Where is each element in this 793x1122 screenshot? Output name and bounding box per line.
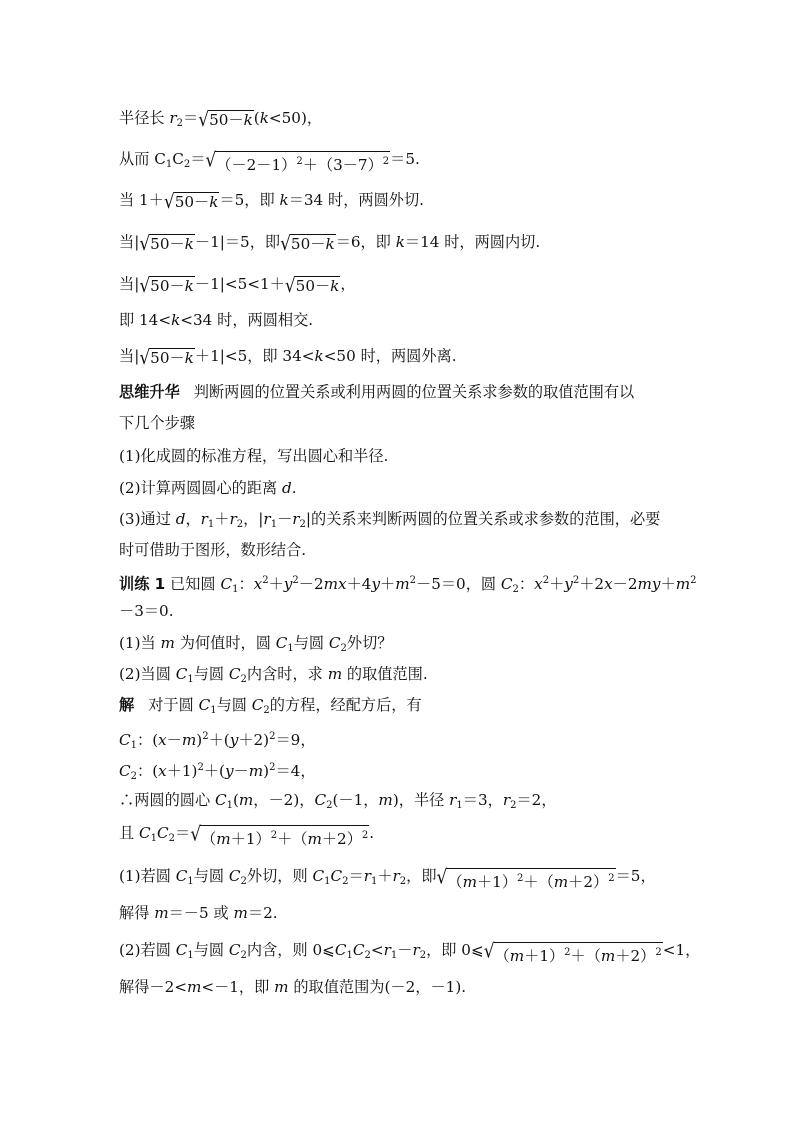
- sqrt: √ $(m+1)^2+(m+2)^2$: [436, 866, 615, 891]
- sqrt: √ $(m+1)^2+(m+2)^2$: [190, 823, 369, 848]
- distance-expression: 且 $C_1C_2=$ √ $(m+1)^2+(m+2)^2$ .: [119, 823, 375, 848]
- solution-start: 解 对于圆 $C_1$与圆 $C_2$的方程，经配方后，有: [119, 696, 422, 716]
- solution-1: (1)若圆 $C_1$与圆 $C_2$外切，则 $C_1C_2=r_1+r_2$，即 √ $(m+1)^2+(m+2)^2$ ＝5，: [119, 866, 656, 891]
- summary-heading: 思维升华 判断两圆的位置关系或利用两圆的位置关系求参数的取值范围有以: [119, 383, 635, 401]
- sqrt: √ 50－k: [280, 232, 335, 256]
- sqrt: √ 50－k: [198, 108, 253, 132]
- text-line: －3＝0.: [119, 602, 174, 620]
- text-line-internal-tangent: 当| √ 50－k －1|＝5，即 √ 50－k ＝6，即 k＝14 时，两圆内切.: [119, 232, 541, 256]
- text-line: 下几个步骤: [119, 414, 195, 432]
- sqrt: √ 50－k: [284, 274, 340, 298]
- sqrt: √ $(m+1)^2+(m+2)^2$: [483, 940, 662, 965]
- sqrt: √ 50－k: [139, 232, 194, 256]
- text-line-intersect-cond: 当| √ 50－k －1|<5<1＋ √ 50－k ，: [119, 274, 356, 298]
- step-3: (3)通过 d，$r_1+r_2$，$|r_1-r_2|$的关系来判断两圆的位置关系或求参数的范围，必要: [119, 510, 661, 530]
- text-line-separate: 当| √ 50－k ＋1|<5，即 34<k<50 时，两圆外离.: [119, 346, 457, 370]
- centers-radii: ∴两圆的圆心 $C_1(m$，－2)，$C_2(-1$，m)，半径 $r_1=3$，$r_2=2$，: [119, 791, 557, 811]
- text-line: 时可借助于图形，数形结合.: [119, 541, 307, 559]
- step-1: (1)化成圆的标准方程，写出圆心和半径.: [119, 447, 389, 465]
- question-2: (2)当圆 $C_1$与圆 $C_2$内含时，求 m 的取值范围.: [119, 665, 428, 685]
- answer-1: 解得 m＝－5 或 m＝2.: [119, 904, 278, 922]
- answer-2: 解得－2<m<－1，即 m 的取值范围为(－2，－1).: [119, 978, 467, 996]
- sqrt: √ $(-2-1)^2+(3-7)^2$: [205, 149, 390, 174]
- question-1: (1)当 m 为何值时，圆 $C_1$与圆 $C_2$外切？: [119, 634, 393, 654]
- exercise-heading: 训练 1 已知圆 $C_1$：$x^2+y^2-2mx+4y+m^2-5=0$，圆 $C_2$：$x^2+y^2+2x-2my+m^2$: [119, 575, 697, 595]
- equation-c2: $C_2$：$(x+1)^2+(y-m)^2=4$，: [119, 762, 316, 782]
- sqrt: √ 50－k: [139, 346, 194, 370]
- text-line-external-tangent: 当 1＋ √ 50－k ＝5，即 k＝34 时，两圆外切.: [119, 190, 424, 214]
- text-line-radius: 半径长 $r_2=$ √ 50－k (k<50)，: [119, 108, 323, 132]
- text-line-intersect: 即 14<k<34 时，两圆相交.: [119, 311, 314, 329]
- sqrt: √ 50－k: [163, 190, 219, 214]
- step-2: (2)计算两圆圆心的距离 d.: [119, 479, 297, 497]
- sqrt: √ 50－k: [139, 274, 194, 298]
- equation-c1: $C_1$：$(x-m)^2+(y+2)^2=9$，: [119, 731, 316, 751]
- solution-2: (2)若圆 $C_1$与圆 $C_2$内含，则 $0⩽C_1C_2<r_1-r_2$，即 0⩽ √ $(m+1)^2+(m+2)^2$ <1，: [119, 940, 701, 965]
- text-line-distance: 从而 $C_1C_2=$ √ $(-2-1)^2+(3-7)^2$ ＝5.: [119, 149, 420, 174]
